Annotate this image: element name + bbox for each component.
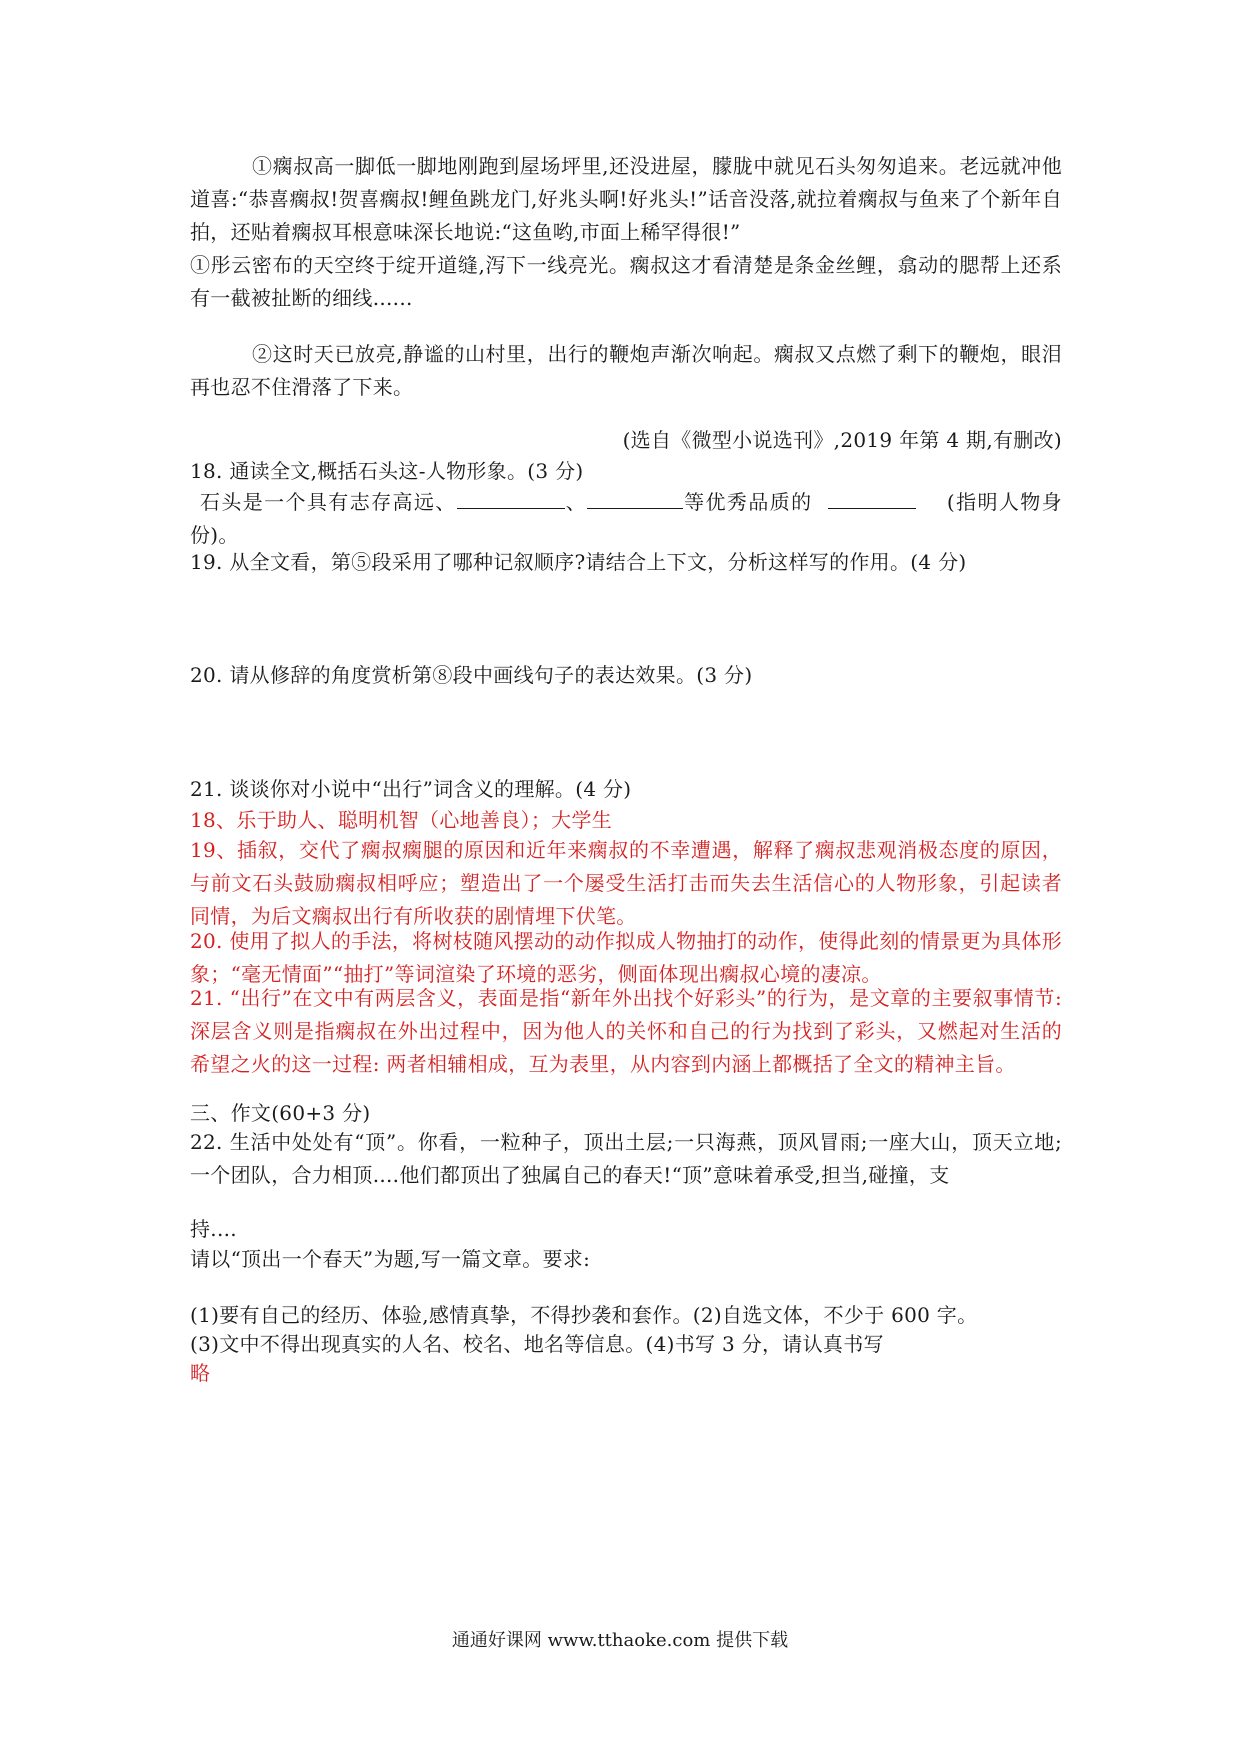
question-18-fill-text-d: (指明人物身份)。 [190,490,1062,547]
composition-requirement-2: (3)文中不得出现真实的人名、校名、地名等信息。(4)书写 3 分，请认真书写 [190,1332,884,1356]
page-footer: 通通好课网 www.tthaoke.com 提供下载 [451,1630,789,1651]
answer-20: 20. 使用了拟人的手法，将树枝随风摆动的动作拟成人物抽打的动作，使得此刻的情景更为具体形象；“毫无情面”“抽打”等词渲染了环境的恶劣，侧面体现出瘸叔心境的凄凉。 [190,929,1062,986]
passage-paragraph-2: ①彤云密布的天空终于绽开道缝,泻下一线亮光。瘸叔这才看清楚是条金丝鲤，翕动的腮帮上还系有一截被扯断的细线...... [190,253,1062,310]
passage-source: (选自《微型小说选刊》,2019 年第 4 期,有删改) [622,428,1062,452]
composition-prompt-tail: 持.... [190,1217,237,1241]
passage-paragraph-3: ②这时天已放亮,静谧的山村里，出行的鞭炮声渐次响起。瘸叔又点燃了剩下的鞭炮，眼泪再也忍不住滑落了下来。 [190,342,1062,399]
passage-paragraph-1: ①瘸叔高一脚低一脚地刚跑到屋场坪里,还没进屋，朦胧中就见石头匆匆追来。老远就冲他道喜:“恭喜瘸叔!贺喜瘸叔!鲤鱼跳龙门,好兆头啊!好兆头!”话音没落,就拉着瘸叔与鱼来了个新年自拍，还贴着瘸叔耳根意味深长地说:“这鱼哟,市面上稀罕得很!” [190,154,1062,244]
composition-heading: 三、作文(60+3 分) [190,1101,371,1125]
answer-blank-2[interactable] [587,486,683,509]
question-18-fill [190,486,1062,552]
answer-21: 21. “出行”在文中有两层含义，表面是指“新年外出找个好彩头”的行为，是文章的主要叙事情节:深层含义则是指瘸叔在外出过程中，因为他人的关怀和自己的行为找到了彩头，又燃起对生活的希望之火的这一过程: 两者相辅相成，互为表里，从内容到内涵上都概括了全文的精神主旨。 [190,986,1062,1076]
question-18-fill-text-c: 等优秀品质的 [683,490,813,514]
composition-requirement-1: (1)要有自己的经历、体验,感情真挚，不得抄袭和套作。(2)自选文体，不少于 600 字。 [190,1303,978,1327]
answer-blank-3[interactable] [828,486,916,509]
composition-prompt: 22. 生活中处处有“顶”。你看，一粒种子，顶出土层;一只海燕，顶风冒雨;一座大山，顶天立地;一个团队，合力相顶....他们都顶出了独属自己的春天!“顶”意味着承受,担当,碰撞，支 [190,1130,1062,1187]
question-21: 21. 谈谈你对小说中“出行”词含义的理解。(4 分) [190,777,632,801]
question-18-fill-text-b: 、 [564,490,588,514]
answer-19: 19、插叙，交代了瘸叔瘸腿的原因和近年来瘸叔的不幸遭遇，解释了瘸叔悲观消极态度的原因，与前文石头鼓励瘸叔相呼应；塑造出了一个屡受生活打击而失去生活信心的人物形象，引起读者同情，为后文瘸叔出行有所收获的剧情埋下伏笔。 [190,838,1062,928]
answer-blank-1[interactable] [457,486,565,509]
question-18-fill-text-a: 石头是一个具有志存高远、 [200,490,457,514]
question-20: 20. 请从修辞的角度赏析第⑧段中画线句子的表达效果。(3 分) [190,663,753,687]
question-18: 18. 通读全文,概括石头这-人物形象。(3 分) [190,459,584,483]
question-19: 19. 从全文看，第⑤段采用了哪种记叙顺序?请结合上下文，分析这样写的作用。(4 分) [190,550,967,574]
answer-18: 18、乐于助人、聪明机智（心地善良）；大学生 [190,808,613,832]
composition-answer: 略 [190,1361,211,1385]
composition-instruction: 请以“顶出一个春天”为题,写一篇文章。要求: [190,1247,591,1271]
